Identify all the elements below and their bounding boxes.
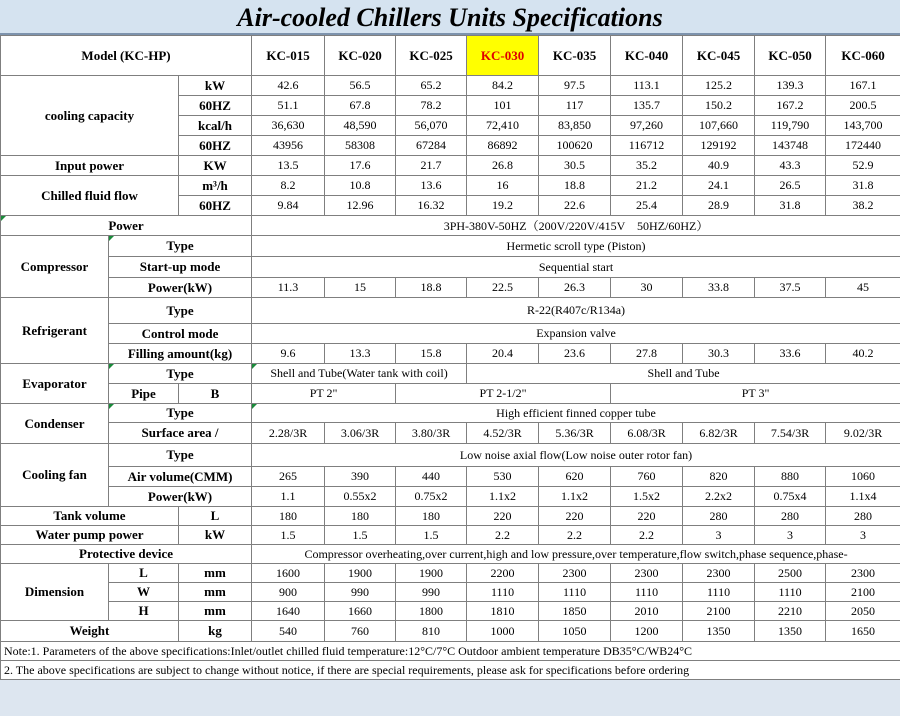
value-cell: 2210 [755,602,826,621]
value-cell: 16 [467,176,539,196]
table-row [1,545,900,564]
value-cell: 1660 [325,602,396,621]
value-cell: 1.5 [325,526,396,545]
value-cell: 1110 [755,583,826,602]
value-cell: 1.1x2 [467,487,539,507]
value-cell: 7.54/3R [755,423,826,444]
value-cell: 19.2 [467,196,539,216]
value-cell: 1110 [539,583,611,602]
value-cell: 30 [611,278,683,298]
value-cell: 30.5 [539,156,611,176]
table-row [1,216,900,236]
value-cell: 280 [683,507,755,526]
value-cell: 36,630 [252,116,325,136]
value-cell: 83,850 [539,116,611,136]
value-cell: 2.28/3R [252,423,325,444]
value-cell: 72,410 [467,116,539,136]
value-cell: 84.2 [467,76,539,96]
value-cell: 9.84 [252,196,325,216]
value-cell: 180 [252,507,325,526]
unit-cell: KW [179,156,252,176]
value-cell: 1800 [396,602,467,621]
value-cell: 167.1 [826,76,900,96]
value-cell: 35.2 [611,156,683,176]
value-cell: 56.5 [325,76,396,96]
value-cell: 9.6 [252,344,325,364]
value-cell: 167.2 [755,96,826,116]
tank-volume-label: Tank volume [1,507,179,526]
value-cell: 1.5 [396,526,467,545]
page-title: Air-cooled Chillers Units Specifications [0,0,900,35]
value-cell: 1650 [826,621,900,642]
input-power-label: Input power [1,156,179,176]
table-row [1,298,900,324]
value-cell: 52.9 [826,156,900,176]
value-cell: 33.8 [683,278,755,298]
field-label: Type [109,404,252,423]
value-cell: 530 [467,467,539,487]
unit-cell: kW [179,76,252,96]
value-cell: 280 [755,507,826,526]
unit-cell: mm [179,564,252,583]
value-cell: 1.1x2 [539,487,611,507]
value-cell: 2300 [611,564,683,583]
model-kc-045: KC-045 [683,36,755,76]
dimension-label: Dimension [1,564,109,621]
value-cell: 58308 [325,136,396,156]
table-row [1,278,900,298]
value-cell: 1000 [467,621,539,642]
field-label: Air volume(CMM) [109,467,252,487]
value-cell: 440 [396,467,467,487]
value-cell: 150.2 [683,96,755,116]
table-row [1,621,900,642]
value-cell: 1810 [467,602,539,621]
value-cell: 2300 [826,564,900,583]
table-row [1,257,900,278]
value-cell: 40.2 [826,344,900,364]
value-cell: 280 [826,507,900,526]
value-cell: 6.08/3R [611,423,683,444]
value-cell: 180 [396,507,467,526]
model-kc-050: KC-050 [755,36,826,76]
table-row [1,602,900,621]
value-cell: 16.32 [396,196,467,216]
table-cell: Expansion valve [252,324,900,344]
field-label: Filling amount(kg) [109,344,252,364]
value-cell: 116712 [611,136,683,156]
value-cell: 107,660 [683,116,755,136]
value-cell: 5.36/3R [539,423,611,444]
value-cell: 172440 [826,136,900,156]
value-cell: 43.3 [755,156,826,176]
value-cell: 1.5 [252,526,325,545]
value-cell: 97.5 [539,76,611,96]
value-cell: 33.6 [755,344,826,364]
value-cell: 119,790 [755,116,826,136]
value-cell: 0.55x2 [325,487,396,507]
field-label: Start-up mode [109,257,252,278]
value-cell: 3 [826,526,900,545]
value-cell: 24.1 [683,176,755,196]
field-label: Type [109,298,252,324]
table-row [1,76,900,96]
table-cell: R-22(R407c/R134a) [252,298,900,324]
value-cell: 8.2 [252,176,325,196]
value-cell: 11.3 [252,278,325,298]
value-cell: 21.7 [396,156,467,176]
value-cell: 1200 [611,621,683,642]
field-label: Power(kW) [109,487,252,507]
value-cell: 101 [467,96,539,116]
table-row [1,564,900,583]
protective-device-label: Protective device [1,545,252,564]
weight-label: Weight [1,621,179,642]
field-label: L [109,564,179,583]
table-cell: Low noise axial flow(Low noise outer rotor fan) [252,444,900,467]
table-cell: PT 2" [252,384,396,404]
value-cell: 1.5x2 [611,487,683,507]
unit-cell: mm [179,602,252,621]
chilled-flow-label: Chilled fluid flow [1,176,179,216]
unit-cell: 60HZ [179,196,252,216]
table-row [1,384,900,404]
evaporator-label: Evaporator [1,364,109,404]
unit-cell: kg [179,621,252,642]
value-cell: 0.75x2 [396,487,467,507]
table-row [1,36,900,76]
value-cell: 2100 [683,602,755,621]
note-1: Note:1. Parameters of the above specifications:Inlet/outlet chilled fluid temperature:12°C/7°C Outdoor ambient temperature DB35°C/WB24°C [1,642,900,661]
value-cell: 31.8 [755,196,826,216]
value-cell: 113.1 [611,76,683,96]
value-cell: 12.96 [325,196,396,216]
value-cell: 2010 [611,602,683,621]
value-cell: 117 [539,96,611,116]
value-cell: 42.6 [252,76,325,96]
value-cell: 56,070 [396,116,467,136]
value-cell: 30.3 [683,344,755,364]
value-cell: 4.52/3R [467,423,539,444]
value-cell: 6.82/3R [683,423,755,444]
value-cell: 265 [252,467,325,487]
value-cell: 129192 [683,136,755,156]
field-label: H [109,602,179,621]
value-cell: 135.7 [611,96,683,116]
value-cell: 810 [396,621,467,642]
value-cell: 2.2 [467,526,539,545]
value-cell: 48,590 [325,116,396,136]
value-cell: 2050 [826,602,900,621]
table-row [1,444,900,467]
value-cell: 2300 [539,564,611,583]
table-row [1,507,900,526]
table-cell: PT 3" [611,384,900,404]
model-kc-060: KC-060 [826,36,900,76]
cooling-capacity-label: cooling capacity [1,76,179,156]
field-label: Surface area / [109,423,252,444]
table-row [1,661,900,680]
value-cell: 1.1x4 [826,487,900,507]
table-row [1,423,900,444]
unit-cell: 60HZ [179,136,252,156]
value-cell: 1640 [252,602,325,621]
value-cell: 65.2 [396,76,467,96]
table-cell: Hermetic scroll type (Piston) [252,236,900,257]
table-row [1,487,900,507]
value-cell: 100620 [539,136,611,156]
note-2: 2. The above specifications are subject to change without notice, if there are special requirements, please ask for specifications before ordering [1,661,900,680]
value-cell: 3 [683,526,755,545]
table-row [1,364,900,384]
value-cell: 28.9 [683,196,755,216]
value-cell: 86892 [467,136,539,156]
field-label: Type [109,444,252,467]
unit-cell: B [179,384,252,404]
value-cell: 27.8 [611,344,683,364]
value-cell: 1900 [396,564,467,583]
field-label: Control mode [109,324,252,344]
value-cell: 18.8 [396,278,467,298]
protective-device-value: Compressor overheating,over current,high and low pressure,over temperature,flow switch,phase sequence,phase- [252,545,900,564]
value-cell: 2100 [826,583,900,602]
value-cell: 200.5 [826,96,900,116]
bottom-margin [0,680,900,704]
value-cell: 31.8 [826,176,900,196]
value-cell: 2.2 [611,526,683,545]
model-kc-020: KC-020 [325,36,396,76]
value-cell: 1110 [467,583,539,602]
value-cell: 10.8 [325,176,396,196]
value-cell: 67284 [396,136,467,156]
value-cell: 3.80/3R [396,423,467,444]
value-cell: 990 [396,583,467,602]
value-cell: 13.6 [396,176,467,196]
table-row [1,236,900,257]
value-cell: 20.4 [467,344,539,364]
field-label: Type [109,364,252,384]
value-cell: 18.8 [539,176,611,196]
value-cell: 990 [325,583,396,602]
value-cell: 1.1 [252,487,325,507]
value-cell: 23.6 [539,344,611,364]
value-cell: 15.8 [396,344,467,364]
refrigerant-label: Refrigerant [1,298,109,364]
model-kc-025: KC-025 [396,36,467,76]
field-label: Power(kW) [109,278,252,298]
compressor-label: Compressor [1,236,109,298]
value-cell: 220 [611,507,683,526]
value-cell: 1600 [252,564,325,583]
value-cell: 37.5 [755,278,826,298]
spec-table [0,35,900,680]
value-cell: 43956 [252,136,325,156]
value-cell: 0.75x4 [755,487,826,507]
value-cell: 22.5 [467,278,539,298]
field-label: Pipe [109,384,179,404]
value-cell: 2.2 [539,526,611,545]
model-kc-040: KC-040 [611,36,683,76]
value-cell: 3.06/3R [325,423,396,444]
model-header: Model (KC-HP) [1,36,252,76]
value-cell: 1350 [683,621,755,642]
value-cell: 1850 [539,602,611,621]
value-cell: 760 [611,467,683,487]
value-cell: 220 [467,507,539,526]
value-cell: 1350 [755,621,826,642]
value-cell: 880 [755,467,826,487]
power-value: 3PH-380V-50HZ（200V/220V/415V 50HZ/60HZ） [252,216,900,236]
table-cell: Shell and Tube [467,364,900,384]
field-label: Type [109,236,252,257]
value-cell: 620 [539,467,611,487]
value-cell: 2500 [755,564,826,583]
value-cell: 13.3 [325,344,396,364]
table-row [1,156,900,176]
model-kc-015: KC-015 [252,36,325,76]
value-cell: 97,260 [611,116,683,136]
value-cell: 26.8 [467,156,539,176]
value-cell: 139.3 [755,76,826,96]
value-cell: 220 [539,507,611,526]
value-cell: 820 [683,467,755,487]
value-cell: 900 [252,583,325,602]
spec-table-body [1,36,900,680]
value-cell: 143748 [755,136,826,156]
value-cell: 21.2 [611,176,683,196]
unit-cell: 60HZ [179,96,252,116]
value-cell: 67.8 [325,96,396,116]
value-cell: 2300 [683,564,755,583]
model-kc-030: KC-030 [467,36,539,76]
value-cell: 78.2 [396,96,467,116]
table-cell: Shell and Tube(Water tank with coil) [252,364,467,384]
table-cell: Sequential start [252,257,900,278]
value-cell: 17.6 [325,156,396,176]
value-cell: 13.5 [252,156,325,176]
value-cell: 3 [755,526,826,545]
value-cell: 1060 [826,467,900,487]
value-cell: 9.02/3R [826,423,900,444]
unit-cell: kcal/h [179,116,252,136]
power-label: Power [1,216,252,236]
condenser-label: Condenser [1,404,109,444]
value-cell: 390 [325,467,396,487]
table-row [1,324,900,344]
value-cell: 45 [826,278,900,298]
unit-cell: m³/h [179,176,252,196]
value-cell: 51.1 [252,96,325,116]
value-cell: 22.6 [539,196,611,216]
value-cell: 1050 [539,621,611,642]
value-cell: 1110 [611,583,683,602]
unit-cell: L [179,507,252,526]
value-cell: 15 [325,278,396,298]
table-row [1,467,900,487]
table-row [1,176,900,196]
table-row [1,344,900,364]
value-cell: 25.4 [611,196,683,216]
table-row [1,404,900,423]
value-cell: 2200 [467,564,539,583]
value-cell: 40.9 [683,156,755,176]
table-cell: High efficient finned copper tube [252,404,900,423]
field-label: W [109,583,179,602]
model-kc-035: KC-035 [539,36,611,76]
table-cell: PT 2-1/2" [396,384,611,404]
water-pump-label: Water pump power [1,526,179,545]
value-cell: 180 [325,507,396,526]
unit-cell: kW [179,526,252,545]
value-cell: 540 [252,621,325,642]
value-cell: 38.2 [826,196,900,216]
value-cell: 26.3 [539,278,611,298]
table-row [1,642,900,661]
value-cell: 125.2 [683,76,755,96]
value-cell: 760 [325,621,396,642]
table-row [1,526,900,545]
table-row [1,583,900,602]
value-cell: 26.5 [755,176,826,196]
value-cell: 143,700 [826,116,900,136]
value-cell: 1900 [325,564,396,583]
value-cell: 2.2x2 [683,487,755,507]
cooling-fan-label: Cooling fan [1,444,109,507]
unit-cell: mm [179,583,252,602]
value-cell: 1110 [683,583,755,602]
